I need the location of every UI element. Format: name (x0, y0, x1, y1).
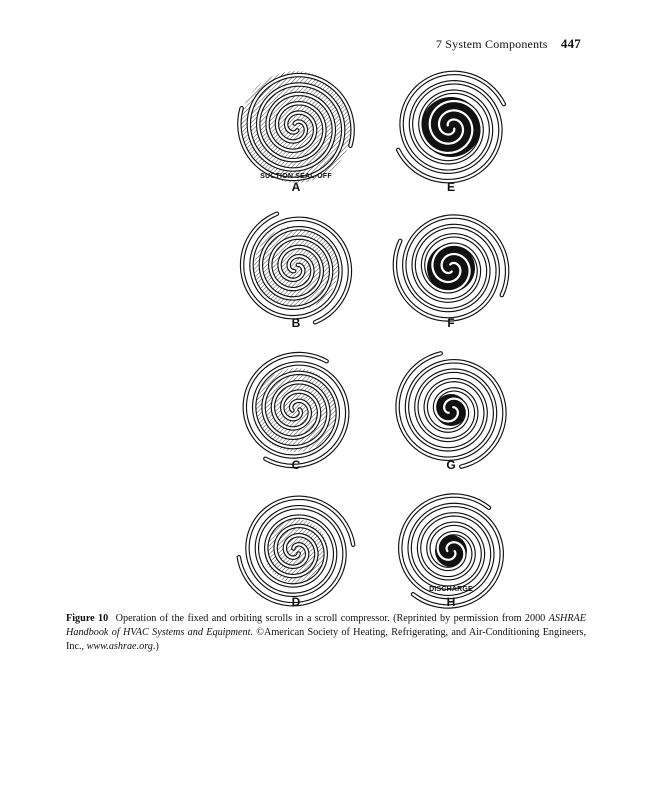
scroll-diagram (231, 345, 361, 475)
scroll-diagram (386, 345, 516, 475)
panel-letter: G (446, 458, 456, 472)
panel-letter: B (291, 316, 301, 330)
caption-source-title: ASHRAE Handbook of HVAC Systems and Equipment. (66, 613, 586, 638)
scroll-panel-g (386, 345, 516, 475)
panel-note: SUCTION SEAL-OFF (260, 173, 332, 180)
caption-text-3: .) (152, 641, 159, 652)
caption-text-2: ©American Society of Heating, Refrigerating, and Air-Conditioning Engineers, Inc., (66, 627, 586, 652)
panel-letter: E (446, 180, 455, 194)
panel-letter: C (291, 458, 301, 472)
panel-letter: F (447, 316, 455, 330)
running-header (436, 36, 581, 52)
panel-letter: H (446, 595, 456, 609)
scroll-panel-b (231, 203, 361, 333)
scroll-diagram (386, 203, 516, 333)
scroll-panel-c (231, 345, 361, 475)
panel-note: DISCHARGE (429, 586, 473, 593)
caption-url: www.ashrae.org (86, 641, 153, 652)
scroll-panel-f (386, 203, 516, 333)
caption-text-1: Operation of the fixed and orbiting scrolls in a scroll compressor. (Reprinted by permission from 2000 (115, 613, 546, 624)
panel-letter: A (291, 180, 301, 194)
figure-caption (66, 612, 586, 654)
chapter-title: 7 System Components (435, 37, 548, 51)
scroll-diagram (386, 62, 516, 192)
scroll-diagram (231, 203, 361, 333)
page-number: 447 (560, 36, 581, 51)
scroll-panel-e (386, 62, 516, 192)
panel-letter: D (291, 595, 301, 609)
figure-label: Figure 10 (66, 613, 109, 624)
